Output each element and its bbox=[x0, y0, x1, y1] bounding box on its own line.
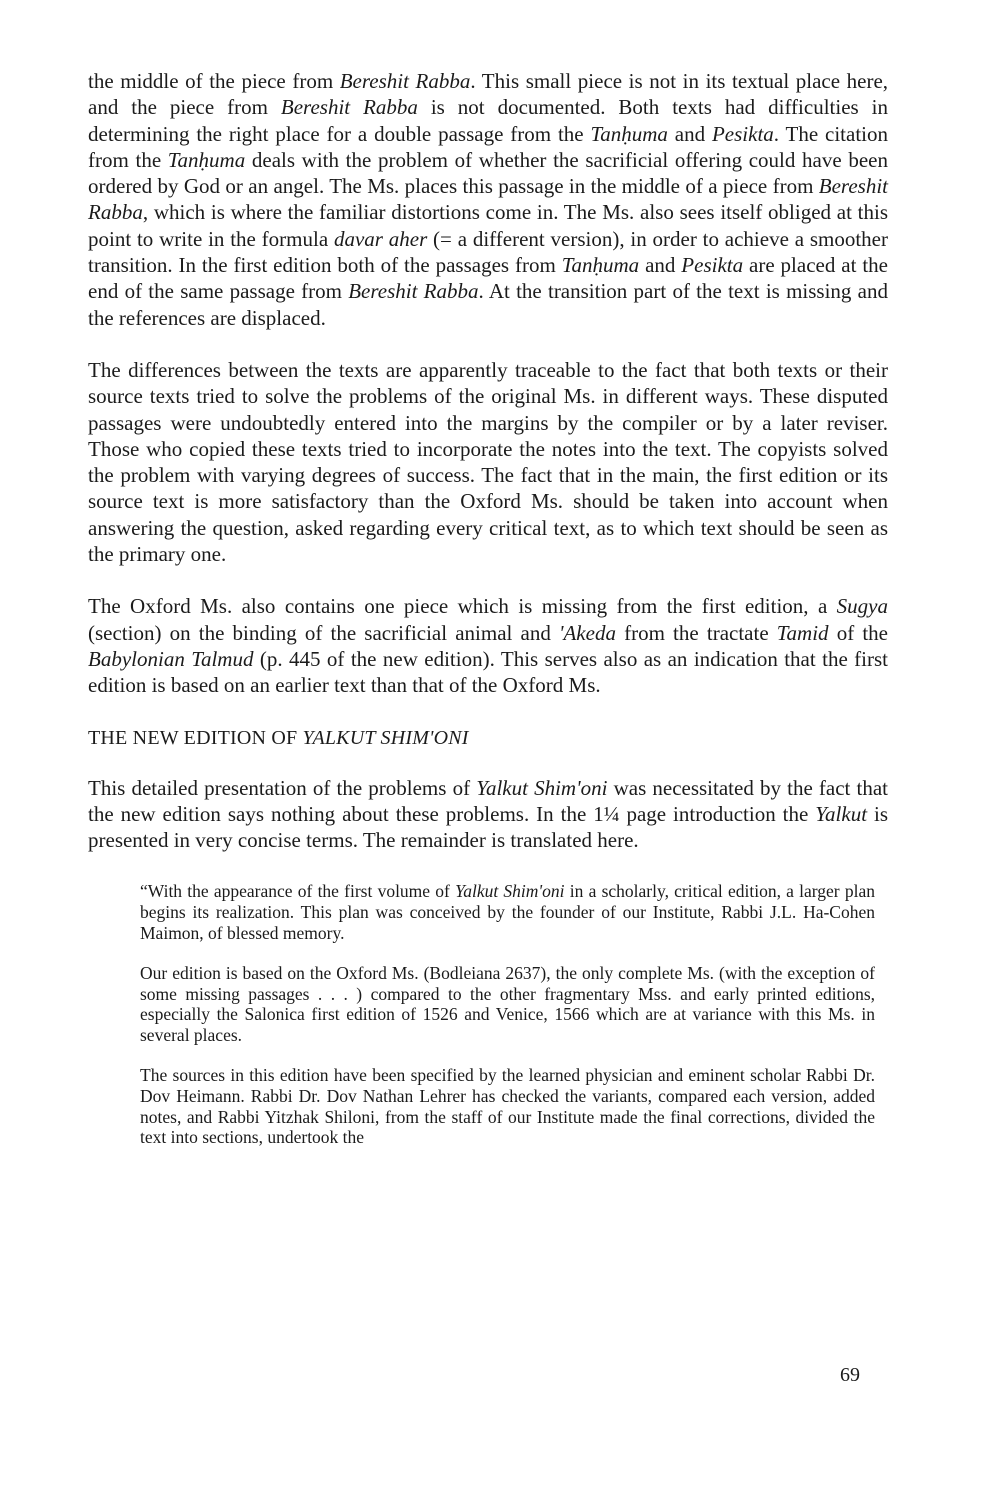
italic-text-run: Bereshit Rabba bbox=[280, 95, 418, 120]
italic-text-run: Babylonian Talmud bbox=[88, 646, 254, 671]
italic-text-run: Bereshit Rabba bbox=[348, 279, 479, 304]
text-run: (section) on the binding of the sacrificial animal and bbox=[88, 620, 559, 645]
italic-text-run: Yalkut Shim'oni bbox=[476, 775, 608, 800]
italic-text-run: Tanḥuma bbox=[561, 253, 640, 278]
text-run: This detailed presentation of the problems of bbox=[88, 775, 477, 800]
text-run: (p. 445 of the new edition). This serves also as an indication that the first edition is based on an earlier text than that of the Oxford Ms. bbox=[88, 646, 888, 698]
text-run: and bbox=[639, 253, 682, 278]
italic-text-run: Tamid bbox=[776, 620, 829, 645]
paragraph-1 bbox=[88, 68, 888, 331]
text-run: , which is where the familiar distortions come in. The Ms. also sees itself obliged at this point to write in the formula bbox=[88, 200, 888, 251]
document-page bbox=[88, 68, 888, 1167]
italic-text-run: Tanḥuma bbox=[167, 147, 246, 172]
paragraph-4 bbox=[88, 775, 888, 854]
text-run: was necessitated by the fact that the new edition says nothing about these problems. In the 1¼ page introduction the bbox=[88, 775, 888, 826]
text-run: The sources in this edition have been specified by the learned physician and eminent scholar Rabbi Dr. Dov Heimann. Rabbi Dr. Dov Nathan Lehrer has checked the variants, compared each version, added notes, and Rabbi Yitzhak Shiloni, from the staff of our Institute made the final corrections, divided the text into sections, undertook the bbox=[140, 1065, 875, 1148]
text-run: . The citation from the bbox=[88, 121, 889, 172]
text-run: from the tractate bbox=[615, 620, 777, 645]
text-run: Our edition is based on the Oxford Ms. (Bodleiana 2637), the only complete Ms. (with the exception of some missing passages . . . ) compared to the other fragmentary Mss. and early printed editions, especially the Salonica first edition of 1526 and Venice, 1566 which are at variance with this Ms. in several places. bbox=[140, 962, 875, 1046]
italic-text-run: Pesikta bbox=[681, 253, 744, 278]
text-run: (= a different version), in order to achieve a smoother transition. In the first edition both of the passages from bbox=[88, 226, 888, 278]
italic-text-run: Tanḥuma bbox=[590, 121, 668, 146]
block-quote-2 bbox=[140, 963, 875, 1046]
italic-text-run: Bereshit Rabba bbox=[88, 174, 888, 225]
page-number: 69 bbox=[840, 1364, 860, 1386]
text-run: “With the appearance of the first volume of bbox=[140, 881, 456, 902]
italic-text-run: YALKUT SHIM'ONI bbox=[302, 726, 469, 749]
paragraph-2 bbox=[88, 357, 888, 567]
text-run: is presented in very concise terms. The remainder is translated here. bbox=[88, 801, 888, 853]
text-run: of the bbox=[828, 620, 888, 645]
italic-text-run: Sugya bbox=[836, 594, 888, 619]
text-run: . This small piece is not in its textual place here, and the piece from bbox=[88, 69, 889, 120]
italic-text-run: Bereshit Rabba bbox=[339, 69, 471, 93]
italic-text-run: Pesikta bbox=[711, 121, 774, 146]
block-quote-1 bbox=[140, 881, 875, 943]
italic-text-run: davar aher bbox=[333, 226, 428, 251]
text-run: and bbox=[667, 121, 712, 146]
italic-text-run: 'Akeda bbox=[558, 620, 616, 645]
block-quote-3 bbox=[140, 1065, 875, 1148]
text-run: are placed at the end of the same passage from bbox=[88, 253, 888, 304]
text-run: deals with the problem of whether the sacrificial offering could have been ordered by God or an angel. The Ms. places this passage in the middle of a piece from bbox=[88, 147, 888, 199]
paragraph-3 bbox=[88, 593, 888, 698]
text-run: in a scholarly, critical edition, a larger plan begins its realization. This plan was conceived by the founder of our Institute, Rabbi J.L. Ha-Cohen Maimon, of blessed memory. bbox=[140, 881, 875, 944]
text-run: . At the transition part of the text is missing and the references are displaced. bbox=[88, 279, 888, 330]
text-run: The differences between the texts are apparently traceable to the fact that both texts or their source texts tried to solve the problems of the original Ms. in different ways. These disputed passages were undoubtedly entered into the margins by the compiler or by a later reviser. Those who copied these texts tried to incorporate the notes into the text. The copyists solved the problem with varying degrees of success. The fact that in the main, the first edition or its source text is more satisfactory than the Oxford Ms. should be taken into account when answering the question, asked regarding every critical text, as to which text should be seen as the primary one. bbox=[88, 357, 888, 567]
text-run: The Oxford Ms. also contains one piece which is missing from the first edition, a bbox=[88, 594, 837, 619]
text-run: THE NEW EDITION OF bbox=[88, 726, 303, 749]
section-heading bbox=[88, 725, 888, 751]
italic-text-run: Yalkut bbox=[815, 801, 868, 826]
text-run: is not documented. Both texts had difficulties in determining the right place for a double passage from the bbox=[88, 95, 888, 146]
text-run: the middle of the piece from bbox=[88, 69, 340, 93]
italic-text-run: Yalkut Shim'oni bbox=[455, 881, 565, 902]
